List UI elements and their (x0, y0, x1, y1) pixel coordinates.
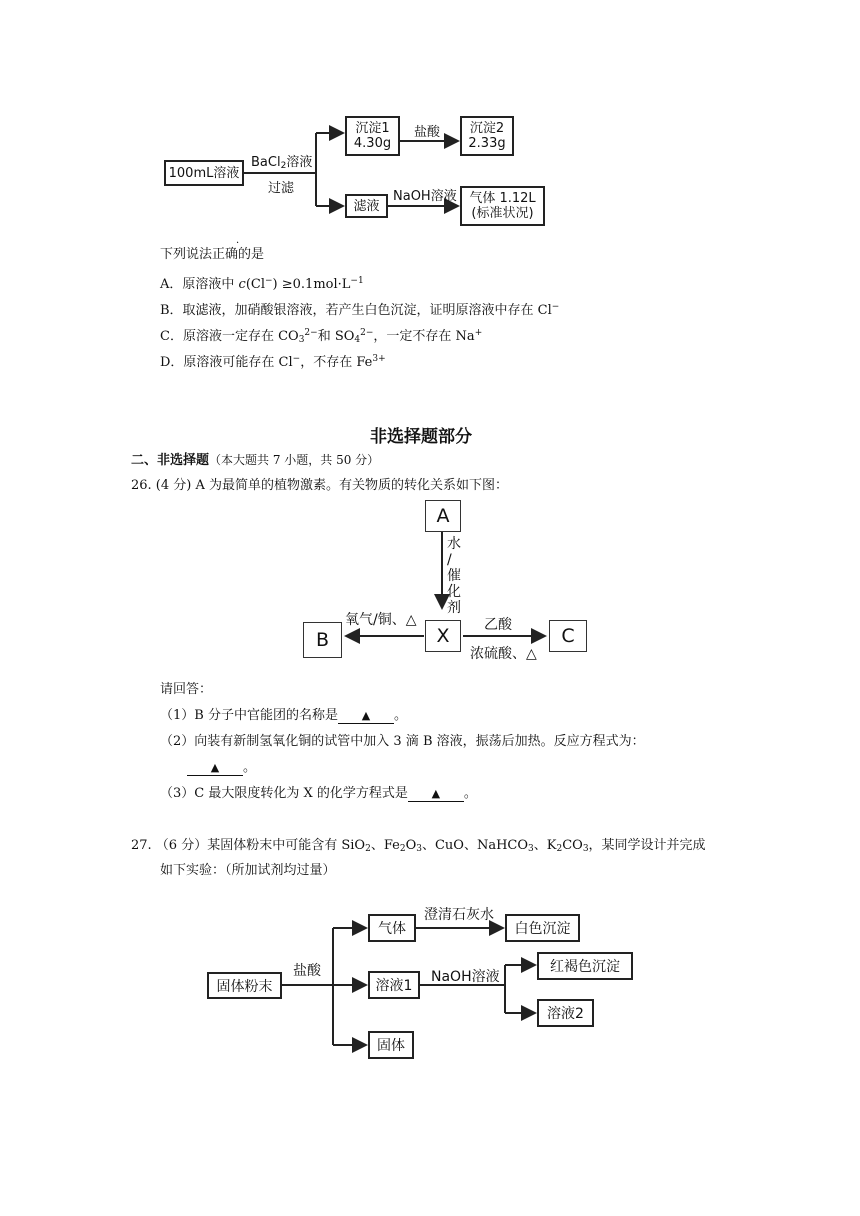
q27-residue-box: 固体 (368, 1031, 414, 1059)
q27-stem: 27. （6 分）某固体粉末中可能含有 SiO$_2$、$Fe_2O_3$、CuO、NaHCO$_3$、$K_2CO_3$，某同学设计并完成 (131, 838, 706, 854)
answer-blank-2[interactable]: ▲ (187, 761, 243, 776)
answer-blank-3[interactable]: ▲ (408, 787, 464, 802)
diagram1-precipitate1-box: 沉淀1 4.30g (345, 116, 400, 156)
q26-part2-answer: ▲ 。 (187, 759, 256, 777)
q25-stem: 下列说法正确的是 (160, 247, 265, 262)
q27-gas-box: 气体 (368, 914, 416, 942)
q27-solid-powder-box: 固体粉末 (207, 972, 282, 999)
q27-red-brown-precipitate-box: 红褐色沉淀 (537, 952, 633, 980)
q27-stem-line2: 如下实验：（所加试剂均过量） (160, 863, 336, 878)
q27-hcl-label: 盐酸 (293, 963, 321, 979)
q25-option-c: C．原溶液一定存在 $CO_3^{2-}$和 $SO_4^{2-}$，一定不存在 Na+ (160, 328, 483, 345)
q27-white-precipitate-box: 白色沉淀 (505, 914, 580, 942)
q25-option-a: A．原溶液中 $c(Cl^-) \ge 0.1mol\cdot L^{-1}$ (160, 276, 364, 292)
emphasis-dot: · (236, 238, 240, 249)
q26-part2: （2）向装有新制氢氧化铜的试管中加入 3 滴 B 溶液，振荡后加热。反应方程式为： (160, 734, 645, 749)
diagram1-filtrate-box: 滤液 (345, 194, 388, 218)
section-heading: 二、非选择题（本大题共 7 小题，共 50 分） (131, 453, 380, 468)
q26-acetic-acid-label: 乙酸 (484, 617, 512, 633)
q27-naoh-label: NaOH溶液 (431, 969, 500, 985)
diagram1-filter-label: 过滤 (268, 181, 295, 196)
answer-blank-1[interactable]: ▲ (338, 709, 394, 724)
q26-conc-sulfuric-label: 浓硫酸、△ (470, 646, 537, 662)
diagram1-bacl2-label: BaCl$_2$溶液 (251, 155, 313, 171)
diagram1-precipitate2-box: 沉淀2 2.33g (460, 116, 514, 156)
diagram1-start-box: 100mL溶液 (164, 160, 244, 186)
diagram1-naoh-label: NaOH溶液 (393, 189, 457, 204)
q26-oxygen-copper-label: 氧气/铜、△ (345, 612, 417, 628)
q26-box-x: X (425, 620, 461, 652)
diagram1-acid-label: 盐酸 (414, 125, 441, 140)
q26-ask: 请回答： (160, 682, 213, 697)
q26-stem: 26. (4 分) A 为最简单的植物激素。有关物质的转化关系如下图： (131, 478, 509, 493)
q25-option-b: B．取滤液，加硝酸银溶液，若产生白色沉淀，证明原溶液中存在 Cl− (160, 302, 560, 318)
section-title: 非选择题部分 (370, 427, 472, 447)
q26-box-b: B (303, 622, 342, 658)
diagram1-gas-box: 气体 1.12L (标准状况) (460, 186, 545, 226)
q26-part3: （3）C 最大限度转化为 X 的化学方程式是 ▲ 。 (160, 786, 477, 801)
q26-water-catalyst-label: 水 / 催 化 剂 (447, 536, 461, 616)
q26-part1: （1）B 分子中官能团的名称是 ▲ 。 (160, 708, 407, 723)
q26-box-c: C (549, 620, 587, 652)
q27-solution2-box: 溶液2 (537, 999, 594, 1027)
q27-solution1-box: 溶液1 (368, 971, 420, 999)
q26-box-a: A (425, 500, 461, 532)
q27-limewater-label: 澄清石灰水 (424, 907, 494, 923)
q25-option-d: D．原溶液可能存在 Cl−，不存在 $Fe^{3+}$ (160, 354, 386, 370)
